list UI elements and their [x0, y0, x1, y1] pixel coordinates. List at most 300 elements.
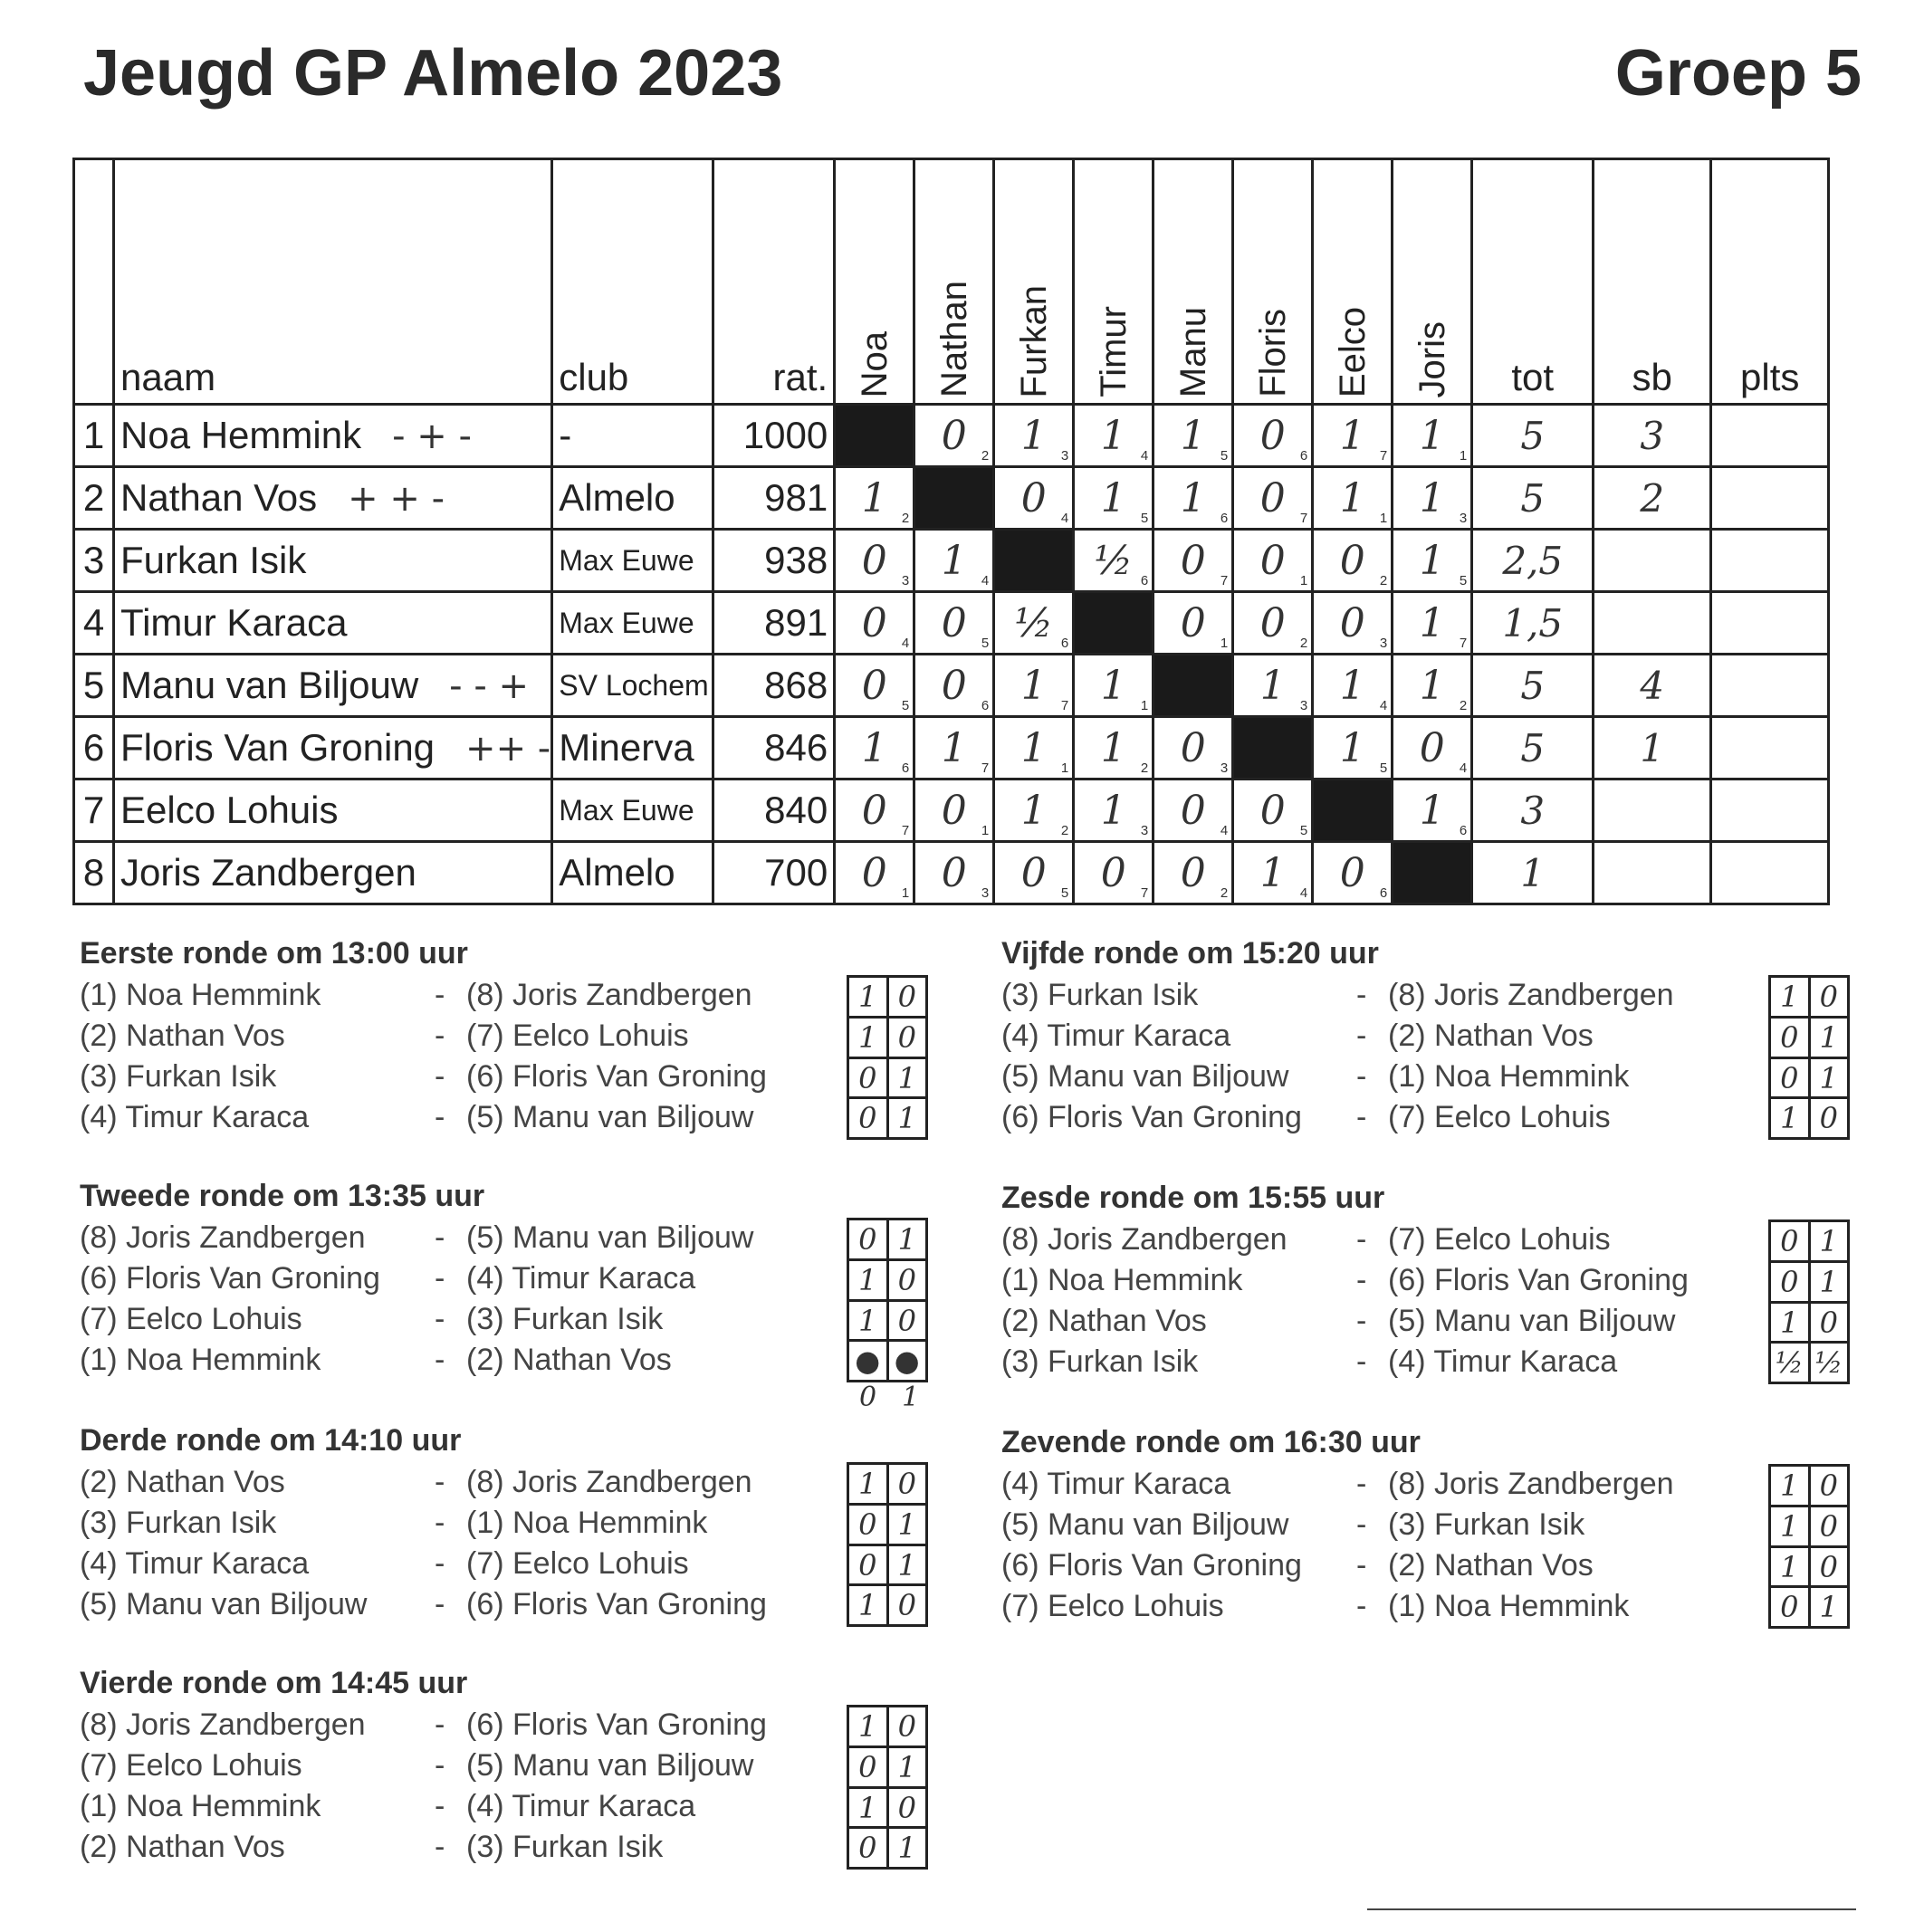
- opponent-header: [1313, 159, 1393, 405]
- result-black: 0: [897, 980, 916, 1014]
- result-box: [1768, 1301, 1850, 1342]
- result-value: 0: [861, 662, 887, 709]
- pairing-black: (5) Manu van Biljouw: [466, 1100, 754, 1134]
- result-box: [847, 975, 928, 1016]
- pairing-black: (8) Joris Zandbergen: [1388, 1467, 1674, 1501]
- result-black: 0: [1819, 1509, 1838, 1544]
- pairing-separator: -: [435, 1343, 445, 1377]
- player-rating: 891: [713, 592, 835, 655]
- pairing-row: [80, 1584, 928, 1625]
- result-round: 4: [1060, 511, 1069, 526]
- result-black: 0: [1819, 1100, 1838, 1135]
- round-block: [80, 936, 928, 1138]
- player-name-cell: [114, 717, 552, 779]
- result-round: 2: [981, 448, 990, 464]
- pairing-white: (5) Manu van Biljouw: [1001, 1059, 1289, 1094]
- pairing-row: [80, 1057, 928, 1097]
- pairing-black: (3) Furkan Isik: [1388, 1507, 1585, 1542]
- result-value: 0: [1180, 849, 1206, 896]
- result-cell: [1074, 467, 1154, 530]
- player-name-cell: [114, 405, 552, 467]
- pairing-white: (2) Nathan Vos: [80, 1465, 285, 1499]
- opponent-header-label: Furkan: [1013, 284, 1054, 397]
- result-round: 7: [901, 823, 910, 838]
- result-cell: [1074, 655, 1154, 717]
- round-block: [1001, 1181, 1850, 1382]
- player-number: 2: [74, 467, 114, 530]
- result-white: 1: [849, 1019, 889, 1057]
- result-cell: [1233, 655, 1313, 717]
- result-box: [847, 1096, 928, 1140]
- player-club: Max Euwe: [552, 779, 713, 842]
- result-cell: [914, 655, 994, 717]
- result-value: 0: [1020, 474, 1047, 521]
- player-name-cell: [114, 779, 552, 842]
- pairing-black: (2) Nathan Vos: [1388, 1019, 1594, 1053]
- player-row: [74, 717, 1829, 779]
- opponent-header: [994, 159, 1074, 405]
- result-white: 1: [1771, 1099, 1811, 1137]
- result-cell: [1074, 530, 1154, 592]
- result-black: 1: [897, 1830, 916, 1865]
- result-round: 1: [1299, 573, 1308, 588]
- result-black: 1: [897, 1222, 916, 1257]
- result-round: 2: [1459, 698, 1468, 713]
- result-value: 1: [861, 724, 887, 771]
- result-round: 4: [1459, 760, 1468, 776]
- result-black: 0: [897, 1020, 916, 1055]
- pairing-separator: -: [435, 1059, 445, 1094]
- result-round: 5: [1379, 760, 1388, 776]
- player-plts: [1711, 717, 1829, 779]
- pairing-row: [1001, 1505, 1850, 1545]
- result-white: 0: [849, 1506, 889, 1544]
- pairing-separator: -: [435, 1707, 445, 1742]
- result-cell: [1313, 530, 1393, 592]
- result-round: 3: [981, 885, 990, 901]
- pairing-white: (3) Furkan Isik: [80, 1059, 277, 1094]
- pairing-separator: -: [435, 1220, 445, 1255]
- result-value: 1: [1180, 474, 1206, 521]
- header-tot: tot: [1472, 159, 1594, 405]
- player-rating: 700: [713, 842, 835, 904]
- result-white: 1: [849, 1261, 889, 1299]
- pairing-black: (1) Noa Hemmink: [466, 1506, 708, 1540]
- pairing-separator: -: [435, 1546, 445, 1581]
- player-plts: [1711, 842, 1829, 904]
- result-cell: [1313, 467, 1393, 530]
- player-rating: 1000: [713, 405, 835, 467]
- result-box: [1768, 1260, 1850, 1301]
- result-white: 0: [1771, 1588, 1811, 1626]
- result-value: 0: [861, 537, 887, 584]
- result-box: [1768, 1219, 1850, 1260]
- pairing-black: (6) Floris Van Groning: [466, 1059, 767, 1094]
- result-round: 7: [981, 760, 990, 776]
- result-cell: [914, 842, 994, 904]
- player-number: 5: [74, 655, 114, 717]
- result-box: [847, 1057, 928, 1097]
- result-white: 0: [1771, 1222, 1811, 1260]
- pairing-separator: -: [1356, 1059, 1367, 1094]
- result-value: 1: [941, 724, 967, 771]
- pairing-black: (2) Nathan Vos: [466, 1343, 672, 1377]
- pairing-row: [80, 1340, 944, 1381]
- player-plts: [1711, 405, 1829, 467]
- result-value: 0: [941, 787, 967, 834]
- opponent-header-label: Eelco: [1332, 306, 1373, 397]
- result-round: 4: [901, 636, 910, 651]
- player-plts: [1711, 592, 1829, 655]
- result-value: ½: [1094, 537, 1134, 584]
- result-round: 6: [901, 760, 910, 776]
- result-value: 1: [1020, 724, 1047, 771]
- result-round: 5: [1140, 511, 1149, 526]
- player-total: 5: [1472, 405, 1594, 467]
- result-round: 3: [1299, 698, 1308, 713]
- pairing-white: (1) Noa Hemmink: [1001, 1263, 1243, 1297]
- result-value: 1: [1419, 787, 1445, 834]
- player-name: Timur Karaca: [120, 601, 348, 644]
- player-name: Eelco Lohuis: [120, 789, 339, 831]
- player-sb: 4: [1594, 655, 1711, 717]
- result-value: 1: [941, 537, 967, 584]
- result-cell: [1233, 592, 1313, 655]
- pairing-row: [80, 1705, 928, 1745]
- result-cell: [1233, 405, 1313, 467]
- player-row: [74, 592, 1829, 655]
- result-round: 2: [1220, 885, 1229, 901]
- result-cell: [994, 405, 1074, 467]
- round-block: [80, 1666, 928, 1868]
- player-total: 2,5: [1472, 530, 1594, 592]
- result-cell: [1233, 467, 1313, 530]
- result-value: 0: [941, 599, 967, 646]
- player-total: 5: [1472, 467, 1594, 530]
- header-plts: plts: [1711, 159, 1829, 405]
- result-white: 1: [849, 978, 889, 1016]
- result-value: 0: [1259, 474, 1286, 521]
- pairing-separator: -: [1356, 1507, 1367, 1542]
- player-total: 5: [1472, 717, 1594, 779]
- result-box: [847, 1503, 928, 1544]
- result-round: 6: [1140, 573, 1149, 588]
- result-round: 7: [1299, 511, 1308, 526]
- header-sb: sb: [1594, 159, 1711, 405]
- opponent-header-label: Nathan: [933, 281, 974, 397]
- result-black: ½: [1814, 1344, 1843, 1380]
- pairing-separator: -: [435, 1465, 445, 1499]
- player-sb: [1594, 842, 1711, 904]
- pairing-separator: -: [435, 978, 445, 1012]
- result-cell: [835, 467, 914, 530]
- pairing-row: [1001, 1097, 1850, 1138]
- result-cell: [1393, 717, 1472, 779]
- bottom-divider: [1367, 1908, 1856, 1910]
- pairing-black: (7) Eelco Lohuis: [466, 1546, 689, 1581]
- result-round: 7: [1379, 448, 1388, 464]
- pairing-row: [80, 1786, 928, 1827]
- result-cell: [1154, 405, 1233, 467]
- result-round: 4: [1379, 698, 1388, 713]
- result-cell: [1393, 779, 1472, 842]
- pairing-white: (8) Joris Zandbergen: [80, 1220, 366, 1255]
- result-round: 5: [1060, 885, 1069, 901]
- round-block: [80, 1423, 928, 1625]
- pairing-row: [80, 1544, 928, 1584]
- player-name: Furkan Isik: [120, 539, 307, 581]
- player-total: 1: [1472, 842, 1594, 904]
- player-club: -: [552, 405, 713, 467]
- pairing-separator: -: [1356, 1467, 1367, 1501]
- result-round: 1: [1220, 636, 1229, 651]
- opponent-header: [1393, 159, 1472, 405]
- result-round: 6: [1060, 636, 1069, 651]
- handwritten-marks: - + -: [392, 416, 472, 457]
- result-round: 3: [1379, 636, 1388, 651]
- player-club: SV Lochem: [552, 655, 713, 717]
- player-total: 1,5: [1472, 592, 1594, 655]
- result-round: 4: [1220, 823, 1229, 838]
- result-value: 1: [1180, 412, 1206, 459]
- result-round: 1: [1140, 698, 1149, 713]
- player-sb: [1594, 530, 1711, 592]
- result-box: [847, 1299, 928, 1340]
- player-row: [74, 530, 1829, 592]
- pairing-white: (3) Furkan Isik: [1001, 1344, 1199, 1379]
- pairing-separator: -: [435, 1748, 445, 1783]
- self-cell: [1233, 717, 1313, 779]
- result-round: 1: [901, 885, 910, 901]
- result-box: [1768, 1016, 1850, 1057]
- player-row: [74, 655, 1829, 717]
- player-row: [74, 779, 1829, 842]
- pairing-row: [1001, 1016, 1850, 1057]
- result-value: 1: [1020, 662, 1047, 709]
- result-black: 0: [897, 1587, 916, 1622]
- pairing-white: (4) Timur Karaca: [80, 1546, 310, 1581]
- result-white: 0: [1771, 1019, 1811, 1057]
- pairing-row: [80, 1299, 944, 1340]
- result-cell: [1313, 655, 1393, 717]
- result-cell: [994, 467, 1074, 530]
- pairing-black: (4) Timur Karaca: [466, 1261, 696, 1296]
- round-title: Vijfde ronde om 15:20 uur: [1001, 936, 1379, 971]
- result-box: [1768, 1505, 1850, 1545]
- player-number: 3: [74, 530, 114, 592]
- player-name: Floris Van Groning: [120, 726, 436, 769]
- result-black: 0: [1819, 1306, 1838, 1340]
- pairing-white: (1) Noa Hemmink: [80, 1343, 321, 1377]
- player-name-cell: [114, 467, 552, 530]
- opponent-header: [835, 159, 914, 405]
- pairing-black: (7) Eelco Lohuis: [1388, 1222, 1611, 1257]
- result-round: 2: [901, 511, 910, 526]
- player-plts: [1711, 530, 1829, 592]
- result-round: 5: [1459, 573, 1468, 588]
- result-round: 2: [1060, 823, 1069, 838]
- pairing-row: [1001, 1545, 1850, 1586]
- self-cell: [994, 530, 1074, 592]
- result-round: 3: [1459, 511, 1468, 526]
- result-round: 1: [981, 823, 990, 838]
- result-cell: [835, 655, 914, 717]
- player-name: Noa Hemmink: [120, 414, 362, 456]
- pairing-separator: -: [435, 1261, 445, 1296]
- result-round: 3: [901, 573, 910, 588]
- result-black: 0: [897, 1791, 916, 1825]
- result-white: 0: [849, 1829, 889, 1867]
- result-black: 1: [1819, 1020, 1838, 1055]
- result-box: [847, 1705, 928, 1745]
- result-black: 1: [1819, 1265, 1838, 1299]
- player-plts: [1711, 779, 1829, 842]
- player-number: 7: [74, 779, 114, 842]
- player-total: 3: [1472, 779, 1594, 842]
- result-box: [847, 1016, 928, 1057]
- result-white: 0: [849, 1220, 889, 1258]
- result-box: [847, 1258, 928, 1299]
- result-round: 1: [1379, 511, 1388, 526]
- pairing-black: (8) Joris Zandbergen: [466, 1465, 752, 1499]
- result-cell: [994, 592, 1074, 655]
- result-round: 6: [1379, 885, 1388, 901]
- pairing-separator: -: [1356, 1589, 1367, 1623]
- result-value: 0: [1339, 849, 1365, 896]
- result-value: 0: [1259, 412, 1286, 459]
- pairing-black: (8) Joris Zandbergen: [466, 978, 752, 1012]
- result-cell: [1074, 717, 1154, 779]
- player-club: Max Euwe: [552, 592, 713, 655]
- result-box: [847, 1583, 928, 1627]
- player-row: [74, 467, 1829, 530]
- pairing-white: (7) Eelco Lohuis: [1001, 1589, 1224, 1623]
- player-rating: 981: [713, 467, 835, 530]
- result-white: ½: [1771, 1344, 1811, 1382]
- result-value: 1: [1100, 474, 1126, 521]
- result-cell: [835, 842, 914, 904]
- pairing-separator: -: [1356, 1344, 1367, 1379]
- self-cell: [835, 405, 914, 467]
- header-nr: [74, 159, 114, 405]
- result-box: [1768, 1464, 1850, 1505]
- pairing-black: (2) Nathan Vos: [1388, 1548, 1594, 1583]
- round-block: [80, 1179, 944, 1413]
- result-value: 0: [1180, 599, 1206, 646]
- result-round: 4: [1299, 885, 1308, 901]
- result-cell: [1313, 592, 1393, 655]
- player-number: 1: [74, 405, 114, 467]
- pairing-row: [80, 1503, 928, 1544]
- pairing-black: (6) Floris Van Groning: [1388, 1263, 1689, 1297]
- result-box: [1768, 1057, 1850, 1097]
- pairing-row: [1001, 1260, 1850, 1301]
- pairing-black: (5) Manu van Biljouw: [1388, 1304, 1676, 1338]
- player-sb: 1: [1594, 717, 1711, 779]
- result-round: 6: [1299, 448, 1308, 464]
- result-round: 3: [1060, 448, 1069, 464]
- result-box: [847, 1544, 928, 1584]
- result-cell: [914, 779, 994, 842]
- result-cell: [1313, 405, 1393, 467]
- result-black: 1: [1819, 1061, 1838, 1095]
- result-cell: [994, 717, 1074, 779]
- self-cell: [1154, 655, 1233, 717]
- pairing-white: (6) Floris Van Groning: [80, 1261, 380, 1296]
- round-title: Zevende ronde om 16:30 uur: [1001, 1425, 1421, 1459]
- pairing-row: [1001, 1464, 1850, 1505]
- result-value: ½: [1014, 599, 1054, 646]
- pairing-row: [1001, 1586, 1850, 1627]
- opponent-header: [914, 159, 994, 405]
- player-name: Manu van Biljouw: [120, 664, 419, 706]
- result-white: 1: [849, 1789, 889, 1827]
- opponent-header: [1154, 159, 1233, 405]
- result-white: 1: [849, 1707, 889, 1745]
- result-value: 0: [861, 787, 887, 834]
- result-round: 7: [1220, 573, 1229, 588]
- player-number: 8: [74, 842, 114, 904]
- result-value: 1: [1339, 412, 1365, 459]
- player-rating: 868: [713, 655, 835, 717]
- result-box: [847, 1826, 928, 1870]
- result-white: 1: [1771, 1467, 1811, 1505]
- result-cell: [1313, 842, 1393, 904]
- result-value: 0: [1419, 724, 1445, 771]
- crosstable: [72, 158, 1830, 905]
- result-value: 0: [1339, 599, 1365, 646]
- result-white: 1: [1771, 1548, 1811, 1586]
- pairing-white: (8) Joris Zandbergen: [80, 1707, 366, 1742]
- player-rating: 840: [713, 779, 835, 842]
- result-round: 5: [981, 636, 990, 651]
- round-title: Tweede ronde om 13:35 uur: [80, 1179, 485, 1213]
- round-title: Zesde ronde om 15:55 uur: [1001, 1181, 1385, 1215]
- result-cell: [1393, 467, 1472, 530]
- self-cell: [1074, 592, 1154, 655]
- header-club: club: [552, 159, 713, 405]
- result-black: ●: [894, 1343, 920, 1378]
- result-black: 1: [897, 1100, 916, 1135]
- result-white: 1: [849, 1302, 889, 1340]
- pairing-separator: -: [435, 1506, 445, 1540]
- result-box: [1768, 975, 1850, 1016]
- pairing-row: [80, 1258, 944, 1299]
- result-value: 1: [1339, 474, 1365, 521]
- page-title: Jeugd GP Almelo 2023: [83, 37, 783, 110]
- result-round: 5: [901, 698, 910, 713]
- result-value: 0: [941, 662, 967, 709]
- pairing-white: (7) Eelco Lohuis: [80, 1748, 302, 1783]
- pairing-separator: -: [435, 1830, 445, 1864]
- pairing-separator: -: [1356, 1548, 1367, 1583]
- result-black: 0: [897, 1304, 916, 1338]
- result-value: 1: [1419, 599, 1445, 646]
- pairing-black: (5) Manu van Biljouw: [466, 1748, 754, 1783]
- pairing-separator: -: [1356, 1019, 1367, 1053]
- pairing-black: (8) Joris Zandbergen: [1388, 978, 1674, 1012]
- pairing-separator: -: [1356, 1100, 1367, 1134]
- opponent-header-label: Joris: [1412, 320, 1452, 397]
- opponent-header: [1074, 159, 1154, 405]
- pairing-white: (2) Nathan Vos: [1001, 1304, 1207, 1338]
- result-cell: [1074, 405, 1154, 467]
- opponent-header-label: Timur: [1093, 306, 1134, 397]
- result-value: 0: [1259, 599, 1286, 646]
- result-value: 1: [1259, 849, 1286, 896]
- result-value: 0: [1180, 724, 1206, 771]
- correction-black: 1: [902, 1381, 945, 1413]
